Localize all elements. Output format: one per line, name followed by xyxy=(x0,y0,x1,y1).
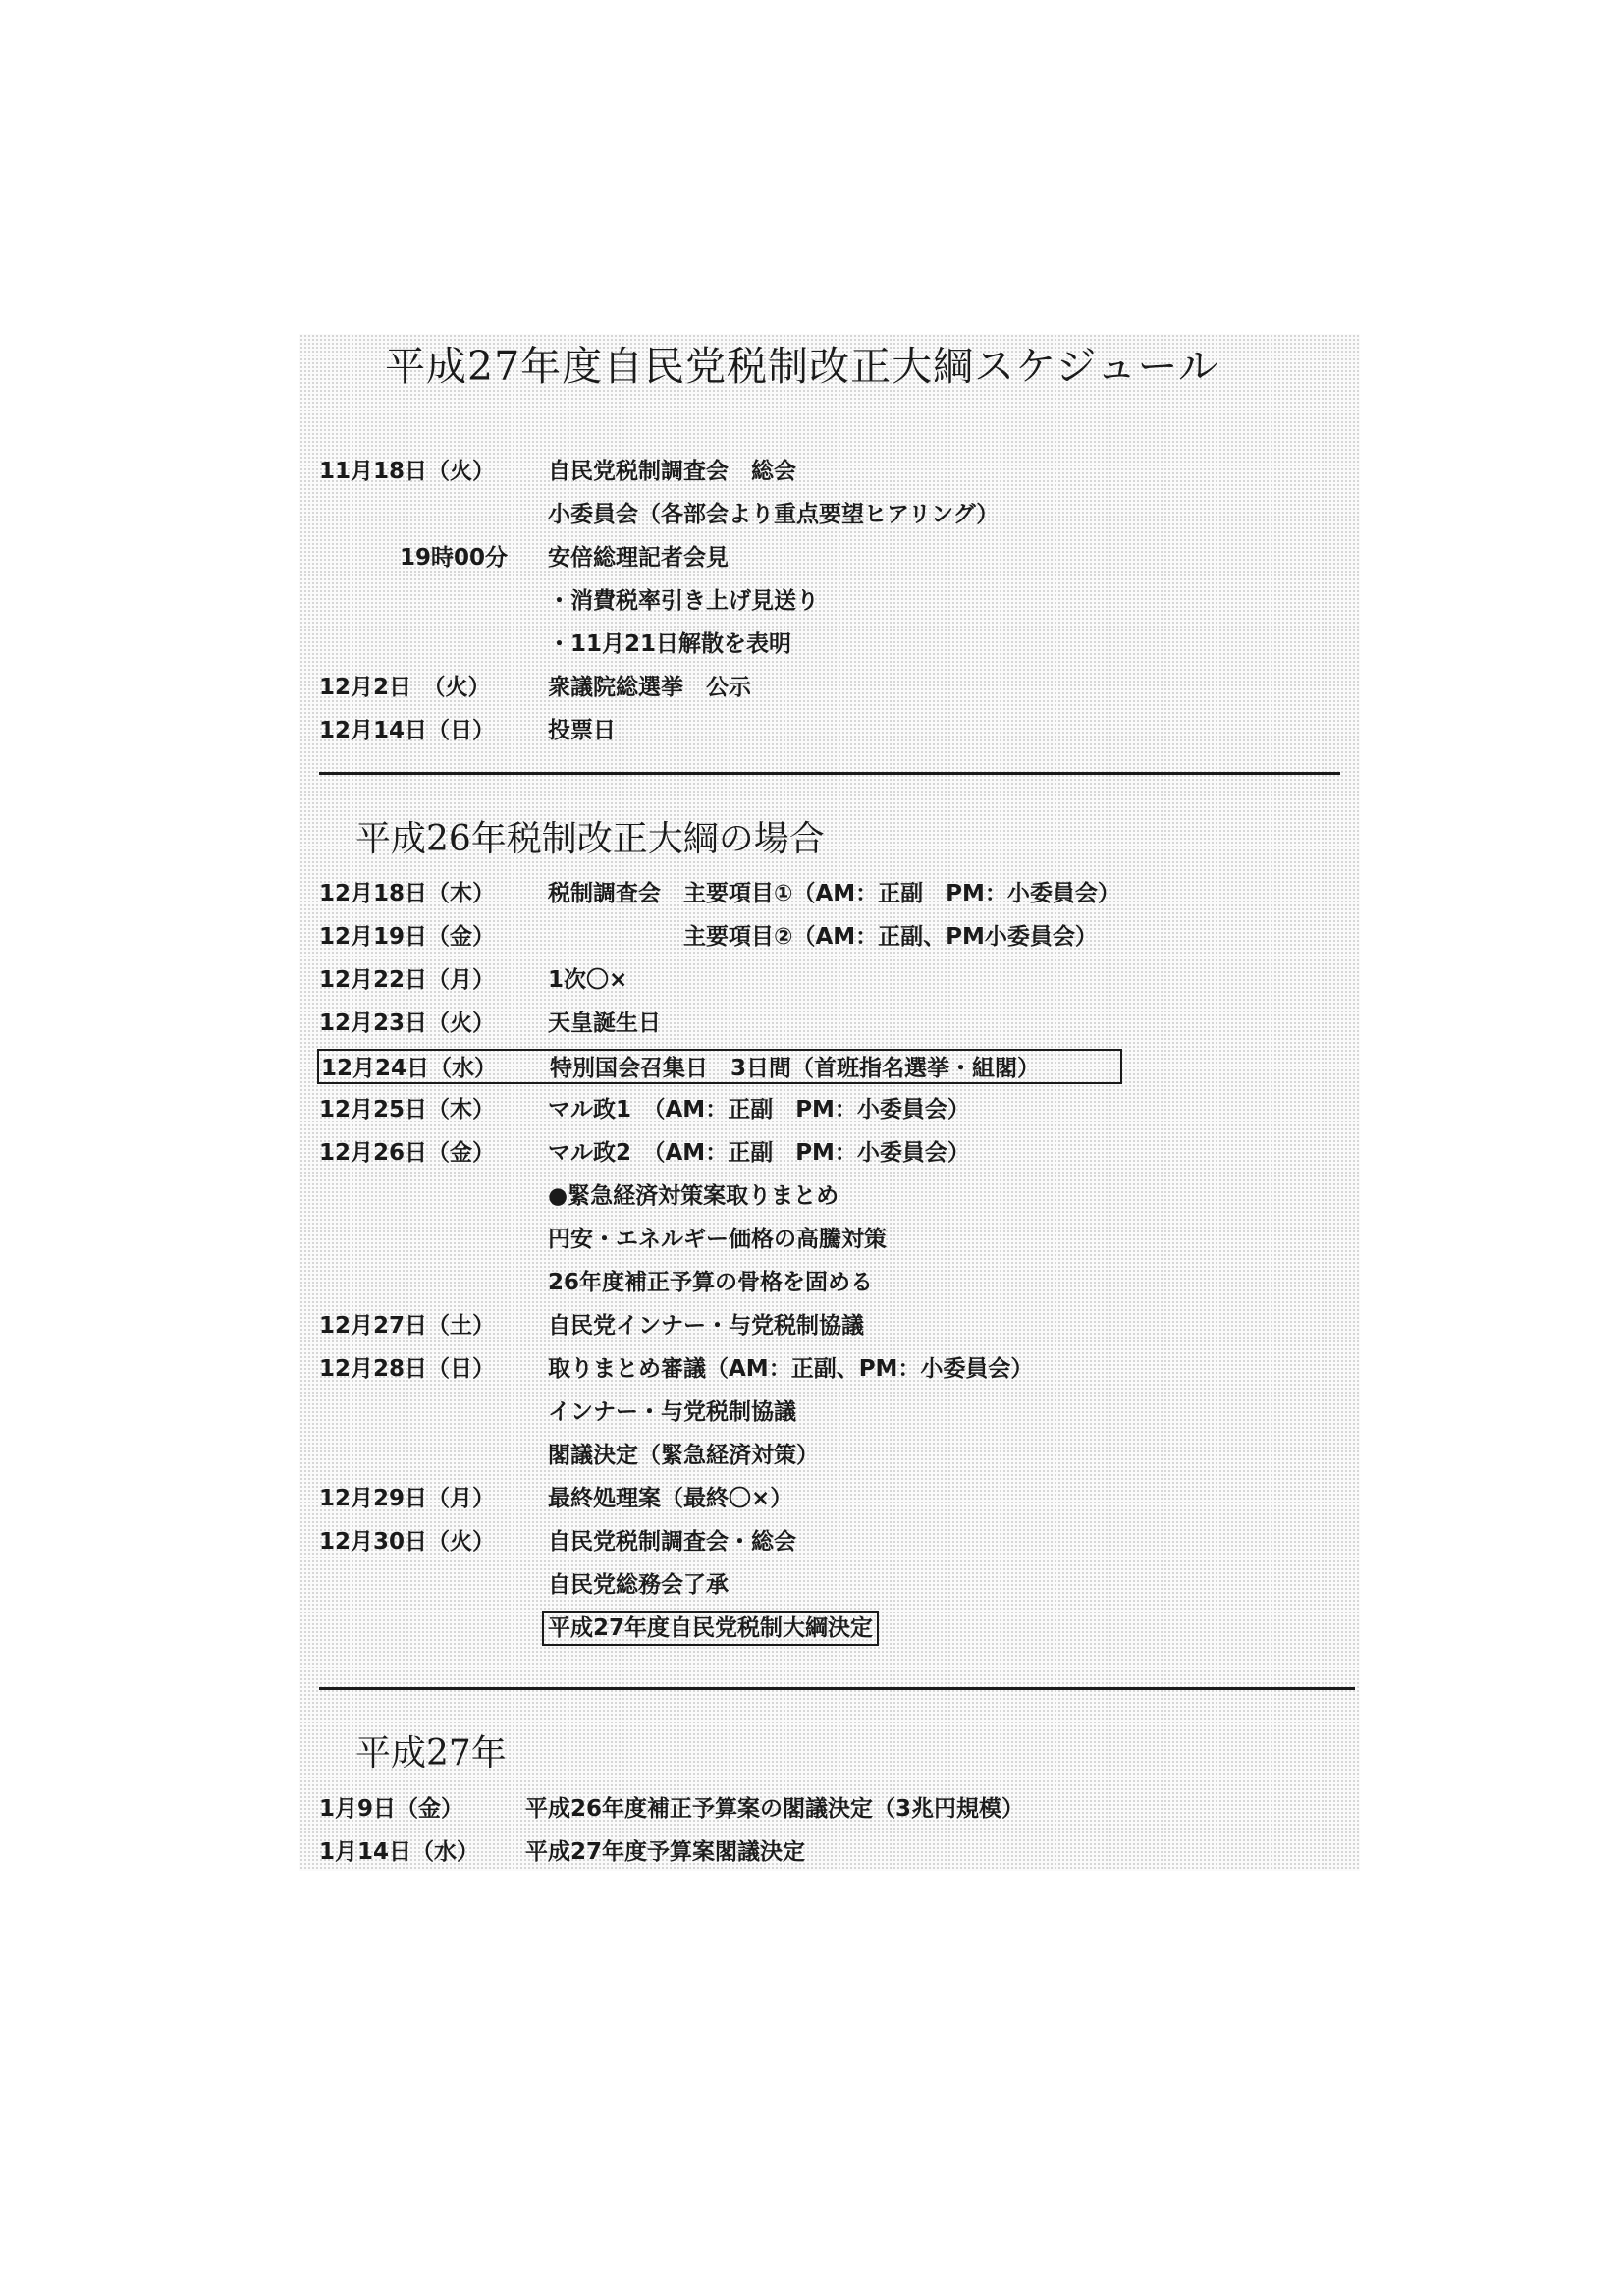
row-date: 12月14日（日） xyxy=(319,718,496,743)
row-text: 閣議決定（緊急経済対策） xyxy=(548,1443,819,1468)
schedule-2014-list xyxy=(319,872,1360,1650)
schedule-row xyxy=(319,579,1360,623)
row-text: 取りまとめ審議（AM：正副、PM：小委員会） xyxy=(548,1356,1034,1382)
schedule-row xyxy=(319,958,1360,1002)
row-text: 特別国会召集日 3日間（首班指名選挙・組閣） xyxy=(550,1056,1041,1081)
row-text: 自民党インナー・与党税制協議 xyxy=(548,1313,864,1339)
row-text: マル政2 （AM：正副 PM：小委員会） xyxy=(548,1140,970,1166)
schedule-row xyxy=(319,666,1360,709)
schedule-row xyxy=(319,1563,1360,1607)
row-text: 主要項目②（AM：正副、PM小委員会） xyxy=(548,924,1098,950)
row-text: 最終処理案（最終〇×） xyxy=(548,1486,793,1511)
schedule-row xyxy=(319,1088,1360,1131)
schedule-row xyxy=(319,1175,1360,1218)
schedule-row xyxy=(319,1520,1360,1563)
row-date: 12月27日（土） xyxy=(319,1313,496,1339)
schedule-row xyxy=(319,536,1360,579)
row-text: ●緊急経済対策案取りまとめ xyxy=(548,1183,839,1209)
row-text: 自民党総務会了承 xyxy=(548,1572,729,1598)
row-text: 自民党税制調査会・総会 xyxy=(548,1529,796,1555)
section-heading-2015: 平成27年 xyxy=(355,1733,507,1774)
schedule-row xyxy=(319,1304,1360,1347)
section-divider xyxy=(319,772,1340,775)
schedule-row xyxy=(319,1261,1360,1304)
schedule-row xyxy=(319,1391,1360,1434)
row-text: ・11月21日解散を表明 xyxy=(548,631,792,657)
schedule-row xyxy=(319,872,1360,915)
row-text: 平成27年度予算案閣議決定 xyxy=(525,1839,806,1865)
row-time: 19時00分 xyxy=(400,545,509,571)
row-date: 1月14日（水） xyxy=(319,1839,480,1865)
row-date: 12月2日 （火） xyxy=(319,675,491,700)
row-date: 12月26日（金） xyxy=(319,1140,496,1166)
scanned-page xyxy=(299,334,1360,1871)
row-date: 12月28日（日） xyxy=(319,1356,496,1382)
row-text: 1次〇× xyxy=(548,967,628,993)
schedule-row xyxy=(319,1607,1360,1650)
row-text: マル政1 （AM：正副 PM：小委員会） xyxy=(548,1097,970,1122)
schedule-row xyxy=(319,1787,1360,1831)
schedule-row xyxy=(319,1477,1360,1520)
page-title: 平成27年度自民党税制改正大綱スケジュール xyxy=(385,343,1219,390)
row-date: 12月25日（木） xyxy=(319,1097,496,1122)
schedule-row xyxy=(319,1434,1360,1477)
schedule-row xyxy=(319,493,1360,536)
row-date: 12月18日（木） xyxy=(319,881,496,906)
row-date: 11月18日（火） xyxy=(319,459,496,484)
schedule-row xyxy=(319,1218,1360,1261)
schedule-row-highlighted xyxy=(317,1049,1122,1084)
schedule-row xyxy=(319,1002,1360,1045)
row-date: 12月29日（月） xyxy=(319,1486,496,1511)
row-text: 自民党税制調査会 総会 xyxy=(548,459,796,484)
row-date: 12月30日（火） xyxy=(319,1529,496,1555)
section-divider xyxy=(319,1687,1355,1690)
row-text: 天皇誕生日 xyxy=(548,1011,661,1036)
row-date: 12月24日（水） xyxy=(321,1056,498,1081)
row-date: 12月23日（火） xyxy=(319,1011,496,1036)
schedule-2015-budget-list xyxy=(319,1787,1360,1874)
schedule-2015-list xyxy=(319,450,1360,752)
row-text: 税制調査会 主要項目①（AM：正副 PM：小委員会） xyxy=(548,881,1120,906)
schedule-row xyxy=(319,1831,1360,1874)
schedule-row xyxy=(319,450,1360,493)
schedule-row xyxy=(319,623,1360,666)
schedule-row xyxy=(319,709,1360,752)
row-date: 1月9日（金） xyxy=(319,1796,464,1822)
row-text: 小委員会（各部会より重点要望ヒアリング） xyxy=(548,502,1000,527)
row-text: ・消費税率引き上げ見送り xyxy=(548,588,819,614)
final-decision-box: 平成27年度自民党税制大綱決定 xyxy=(542,1611,879,1646)
row-text: 平成26年度補正予算案の閣議決定（3兆円規模） xyxy=(525,1796,1025,1822)
row-text: 26年度補正予算の骨格を固める xyxy=(548,1270,874,1295)
row-text: 安倍総理記者会見 xyxy=(548,545,729,571)
row-text: 投票日 xyxy=(548,718,616,743)
row-date: 12月22日（月） xyxy=(319,967,496,993)
row-text: インナー・与党税制協議 xyxy=(548,1399,796,1425)
schedule-row xyxy=(319,1131,1360,1175)
row-text: 円安・エネルギー価格の高騰対策 xyxy=(548,1227,887,1252)
section-heading-2014: 平成26年税制改正大綱の場合 xyxy=(355,819,825,859)
schedule-row xyxy=(319,915,1360,958)
row-text: 衆議院総選挙 公示 xyxy=(548,675,751,700)
schedule-row xyxy=(319,1347,1360,1391)
row-date: 12月19日（金） xyxy=(319,924,496,950)
